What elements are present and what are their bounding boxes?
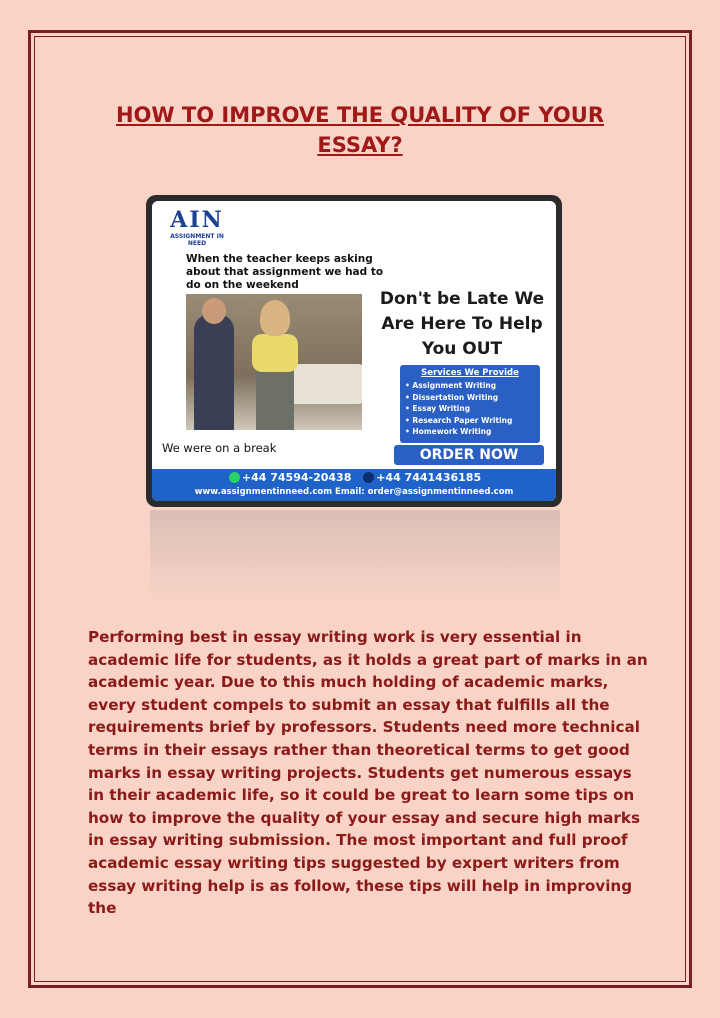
photo-woman-top <box>252 334 298 372</box>
phone-1: +44 74594-20438 <box>241 471 352 484</box>
photo-woman-head <box>260 300 290 336</box>
services-title: Services We Provide <box>421 368 519 378</box>
ad-image <box>146 195 562 507</box>
page-title: HOW TO IMPROVE THE QUALITY OF YOUR ESSAY? <box>115 103 604 157</box>
image-reflection <box>150 510 560 600</box>
phone-icon <box>363 472 374 483</box>
phone-2: +44 7441436185 <box>376 471 482 484</box>
services-list <box>405 380 535 438</box>
order-now-button: ORDER NOW <box>394 445 544 465</box>
ad-content <box>152 201 556 501</box>
logo-subtitle: ASSIGNMENT IN NEED <box>170 233 224 247</box>
service-item: • Assignment Writing <box>405 381 497 390</box>
photo-man-head <box>202 298 226 324</box>
logo <box>162 207 232 249</box>
service-item: • Dissertation Writing <box>405 392 499 402</box>
services-box <box>400 365 540 443</box>
photo-man <box>194 314 234 430</box>
body-paragraph: Performing best in essay writing work is very essential in academic life for students, as it holds a great part of marks in an academic year. Due to this much holding of academic marks, every student compels to submit an essay that fulfills all the requirements brief by professors. Students need more technical terms in their essays rather than theoretical terms to get good marks in essay writing projects. Students get numerous essays in their academic life, so it could be great to learn some tips on how to improve the quality of your essay and secure high marks in essay writing submission. The most important and full proof academic essay writing tips suggested by expert writers from essay writing help is as follow, these tips will help in improving the <box>88 628 648 918</box>
meme-photo <box>186 294 362 430</box>
meme-caption: When the teacher keeps asking about that assignment we had to do on the weekend <box>186 253 384 291</box>
website-email: www.assignmentinneed.com Email: order@assignmentinneed.com <box>194 487 514 497</box>
ad-headline: Don't be Late We Are Here To Help You OUT <box>379 289 545 359</box>
service-item: • Research Paper Writing <box>405 415 513 425</box>
whatsapp-icon <box>229 472 240 483</box>
phone-numbers <box>152 469 556 486</box>
service-item: • Homework Writing <box>405 427 492 436</box>
logo-mark: AIN <box>170 207 224 233</box>
meme-bottom-caption: We were on a break <box>162 441 277 455</box>
contact-bar <box>152 469 556 501</box>
service-item: • Essay Writing <box>405 404 471 413</box>
